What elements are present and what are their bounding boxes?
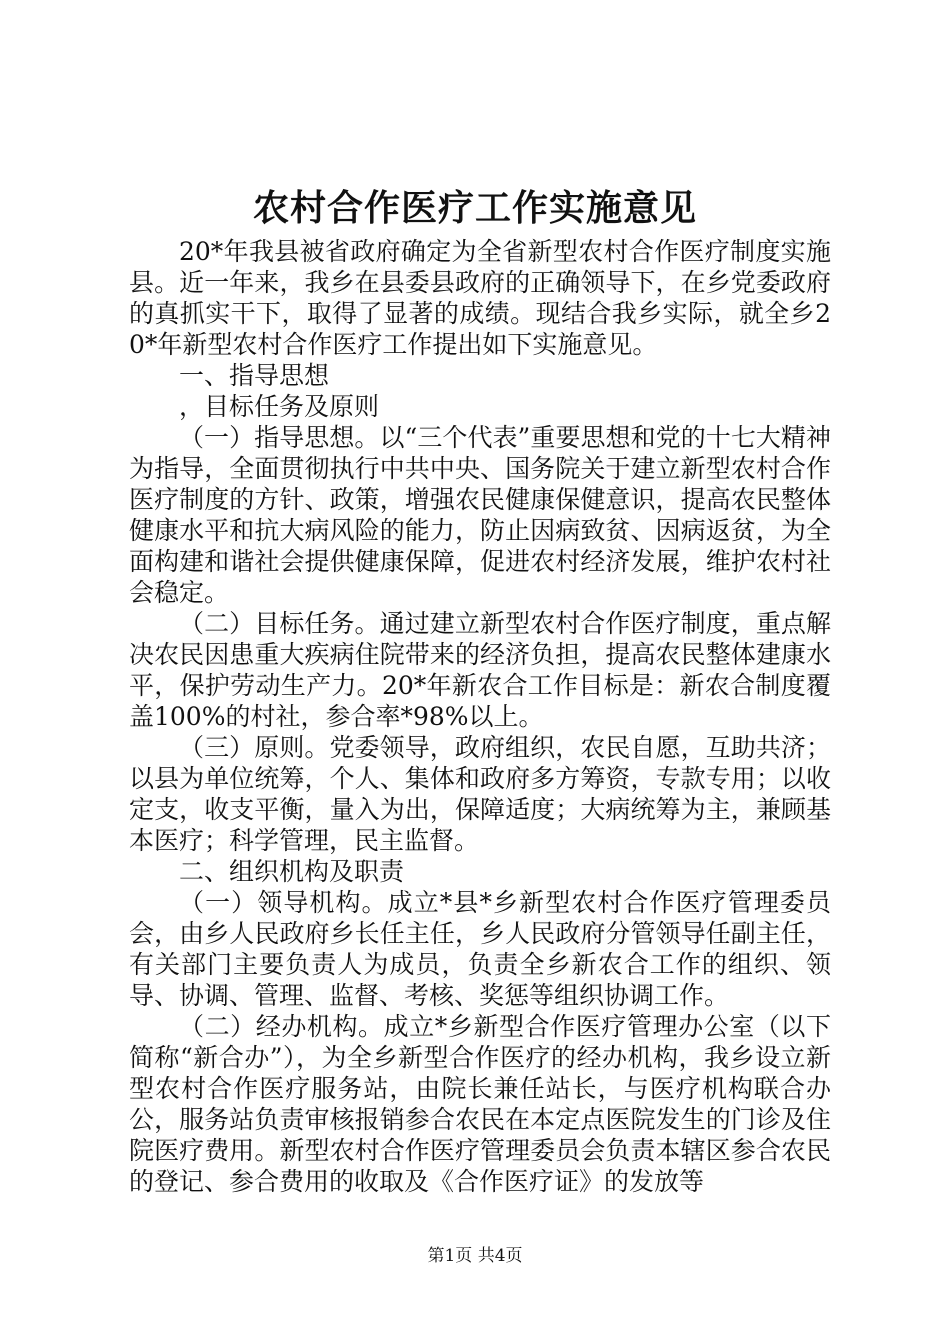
document-body: [129, 236, 831, 1197]
paragraph-handling-body: （二）经办机构。成立*乡新型合作医疗管理办公室（以下简称“新合办”），为全乡新型合作医疗的经办机构，我乡设立新型农村合作医疗服务站，由院长兼任站长，与医疗机构联合办公，服务站负责审核报销参合农民在本定点医院发生的门诊及住院医疗费用。新型农村合作医疗管理委员会负责本辖区参合农民的登记、参合费用的收取及《合作医疗证》的发放等: [129, 1012, 831, 1196]
paragraph-leadership-body: （一）领导机构。成立*县*乡新型农村合作医疗管理委员会，由乡人民政府乡长任主任，乡人民政府分管领导任副主任，有关部门主要负责人为成员，负责全乡新农合工作的组织、领导、协调、管理、监督、考核、奖惩等组织协调工作。: [129, 888, 831, 1010]
document-title: 农村合作医疗工作实施意见: [252, 187, 697, 229]
intro-paragraph: 20*年我县被省政府确定为全省新型农村合作医疗制度实施县。近一年来，我乡在县委县政府的正确领导下，在乡党委政府的真抓实干下，取得了显著的成绩。现结合我乡实际，就全乡20*年新型农村合作医疗工作提出如下实施意见。: [129, 237, 831, 359]
section-heading-1-continued: ，目标任务及原则: [179, 392, 380, 421]
section-heading-1: 一、指导思想: [179, 361, 330, 390]
paragraph-principles: （三）原则。党委领导，政府组织，农民自愿，互助共济；以县为单位统筹，个人、集体和政府多方筹资，专款专用；以收定支，收支平衡，量入为出，保障适度；大病统筹为主，兼顾基本医疗；科学管理，民主监督。: [129, 733, 831, 855]
paragraph-guiding-ideology: （一）指导思想。以“三个代表”重要思想和党的十七大精神为指导，全面贯彻执行中共中央、国务院关于建立新型农村合作医疗制度的方针、政策，增强农民健康保健意识，提高农民整体健康水平和抗大病风险的能力，防止因病致贫、因病返贫，为全面构建和谐社会提供健康保障，促进农村经济发展，维护农村社会稳定。: [129, 423, 831, 607]
page-number-footer: 第1页 共4页: [427, 1246, 523, 1266]
section-heading-2: 二、组织机构及职责: [179, 857, 405, 886]
paragraph-target-tasks: （二）目标任务。通过建立新型农村合作医疗制度，重点解决农民因患重大疾病住院带来的经济负担，提高农民整体建康水平，保护劳动生产力。20*年新农合工作目标是：新农合制度覆盖100%的村社，参合率*98%以上。: [129, 609, 831, 731]
